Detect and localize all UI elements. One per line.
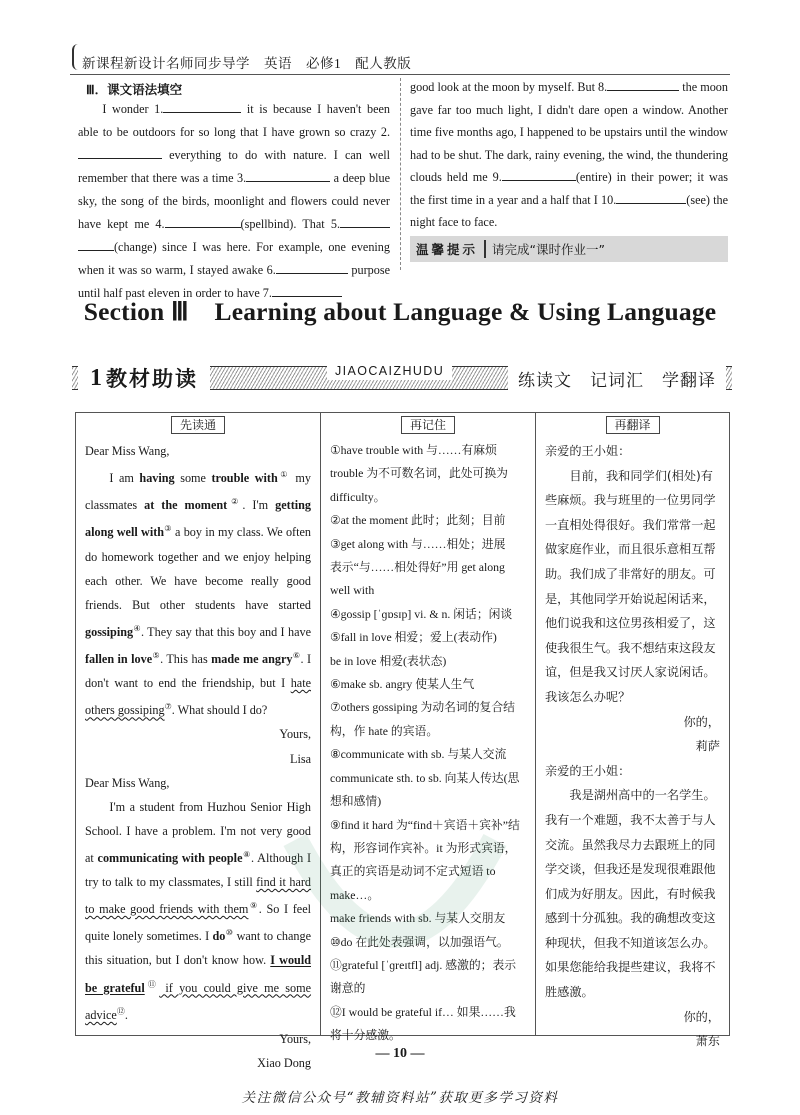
translation1-greeting: 亲爱的王小姐： [545, 444, 631, 458]
book-header: 新课程新设计名师同步导学 英语 必修1 配人教版 [82, 56, 412, 71]
letter1-body [85, 463, 311, 722]
note-marker: ⑩ [225, 928, 234, 938]
underlined-text: if you could give me some advice [85, 980, 312, 1022]
letters [76, 439, 320, 1075]
text-run: a boy in my class. We often do homework together and we enjoy helping each other. We have become really good friends. But other students have started [85, 525, 312, 612]
vocab-note: trouble 为不可数名词，此处可换为 difficulty。 [330, 466, 508, 504]
vocab-note: make friends with sb. 与某人交朋友 [330, 911, 506, 926]
fill-blank [165, 216, 241, 228]
note-marker: ⑥ [292, 651, 301, 660]
text-run: everything to do with nature. I can well remember that there was a time 3. [78, 148, 390, 185]
note-marker: ⑪ [144, 979, 160, 989]
vocab-note: ⑫I would be grateful if… 如果……我将十分感激。 [330, 1004, 516, 1043]
vocab-note: ⑩do 在此处表强调，以加强语气。 [330, 934, 509, 949]
column-translate [535, 413, 729, 1049]
key-phrase: gossiping [85, 624, 134, 639]
translation2-signature: 萧东 [695, 1034, 720, 1049]
tip-label: 温馨提示 [416, 240, 486, 258]
text-run: it is because I haven't been able to be outdoors for so long that I have grown so crazy 2. [78, 102, 391, 139]
text-run: (spellbind). That 5. [240, 217, 340, 231]
banner-title-text: 教材助读 [106, 367, 198, 391]
key-phrase: communicating with people [97, 850, 243, 865]
tip-text: 请完成“课时作业一” [492, 242, 605, 257]
letter2-greeting: Dear Miss Wang, [85, 775, 170, 790]
reading-table [75, 412, 730, 1070]
note-marker: ⑦ [164, 702, 172, 712]
text-run: . This has [160, 652, 212, 667]
fill-blank [340, 216, 390, 228]
text-run: (change) since I was here. For example, one evening when it was so warm, I stayed awake 6. [78, 240, 390, 277]
vocab-note: ⑥make sb. angry 使某人生气 [330, 677, 475, 692]
vocab-note: be in love 相爱(表状态) [330, 653, 447, 668]
translation2-closing: 你的， [683, 1009, 720, 1024]
text-run: . So I feel quite lonely sometimes. I [85, 902, 311, 944]
note-marker: ⑧ [242, 849, 252, 859]
vocab-note: ⑨find it hard 为“find＋宾语＋宾补”结构，形容词作宾补。it 为形式宾语，真正的宾语是动词不定式短语 to make…。 [330, 817, 520, 902]
letter1-greeting: Dear Miss Wang, [85, 444, 170, 458]
vocab-note: ②at the moment 此时；此刻；目前 [330, 513, 506, 528]
page-number: — 10 — [375, 1046, 425, 1061]
key-phrase: having [139, 471, 175, 486]
header-bracket [72, 44, 80, 70]
text-run: I am [109, 471, 140, 486]
text-run: (see) the night face to face. [410, 192, 728, 229]
vocab-note: 表示“与……相处得好”用 get along well with [330, 560, 505, 598]
vocab-note: ⑤fall in love 相爱；爱上(表动作) [330, 630, 497, 645]
translation1-body: 目前，我和同学们(相处)有些麻烦。我与班里的一位男同学一直相处得很好。我们常常一起做家庭作业，而且很乐意相互帮助。我们成了非常好的朋友。可是，其他同学开始说起闲话来，他们说我和这位男孩相爱了，这使我很生气。我不想结束这段友谊，但是我又讨厌人家说闲话。我该怎么办呢？ [545, 468, 716, 704]
text-run: I wonder 1. [102, 102, 164, 116]
text-run: good look at the moon by myself. But 8. [410, 80, 608, 94]
letter2-body [85, 795, 311, 1027]
key-phrase: do [212, 929, 226, 944]
banner-number: 1 [90, 364, 104, 391]
text-run: . I don't want to end the friendship, but I [85, 652, 311, 691]
footer-note: 关注微信公众号“教辅资料站”获取更多学习资料 [241, 1090, 559, 1106]
letter1-closing: Yours, [279, 727, 311, 742]
note-marker: ⑤ [152, 651, 161, 660]
banner-pinyin: JIAOCAIZHUDU [327, 362, 452, 380]
letter2-closing: Yours, [279, 1031, 311, 1046]
text-run: purpose until half past eleven in order to have 7. [78, 263, 390, 300]
text-run: my classmates [85, 471, 312, 513]
vocab-note: ⑧communicate with sb. 与某人交流 [330, 747, 507, 762]
header-rule [70, 74, 730, 75]
exercise-left-column [78, 98, 390, 305]
column-header-translate: 再翻译 [605, 416, 659, 434]
column-header-remember: 再记住 [401, 416, 455, 434]
vocab-note: ①have trouble with 与……有麻烦 [330, 443, 497, 457]
text-run: a deep blue sky, the song of the birds, moonlight and flowers could never have kept me 4. [78, 171, 390, 231]
note-marker: ⑨ [248, 901, 259, 911]
banner-subtitle: 练读文 记词汇 学翻译 [508, 362, 726, 394]
banner-title [78, 362, 210, 394]
text-run: . They say that this boy and I have [140, 624, 311, 639]
text-run: . Although I try to talk to my classmates, I still [85, 850, 312, 890]
translation2-greeting: 亲爱的王小姐： [545, 763, 631, 778]
exercise-heading: Ⅲ．课文语法填空 [86, 83, 183, 97]
text-run: the moon gave far too much light, I didn't dare open a window. Another time five months ago, I happened to be upstairs until the window had to be shut. The dark, rainy evening, the wind, the thundering clouds held me 9. [410, 80, 728, 184]
fill-blank [616, 192, 686, 204]
column-read [76, 413, 320, 1070]
note-marker: ③ [164, 524, 172, 534]
vocab-note: ③get along with 与……相处；进展 [330, 536, 506, 551]
note-marker: ② [227, 497, 243, 507]
letter1-signature: Lisa [290, 751, 311, 766]
text-run: (entire) in their power; it was the first time in a year and a half that I 10. [410, 170, 728, 207]
fill-blank [607, 79, 679, 91]
key-phrase: at the moment [144, 498, 228, 513]
fill-blank [78, 147, 162, 159]
fill-blank [276, 262, 348, 274]
textbook-guide-banner [72, 358, 732, 398]
letter2-signature: Xiao Dong [257, 1055, 311, 1070]
fill-blank [502, 169, 576, 181]
fill-blank [246, 170, 330, 182]
text-run: want to change this situation, but I don't know how. [85, 929, 311, 968]
translation2-body: 我是湖州高中的一名学生。我有一个难题，我不太善于与人交流。虽然我尽力去跟班上的同学交谈，但我还是发现很难跟他们成为好朋友。因此，有时候我感到十分孤独。我的确想改变这种现状，但我不知道该怎么办。如果您能给我提些建议，我将不胜感激。 [545, 788, 716, 1000]
text-run: some [174, 471, 212, 486]
section-title: Section Ⅲ Learning about Language & Using Language [83, 297, 717, 326]
text-run: . What should I do? [171, 703, 268, 718]
fill-blank [78, 239, 114, 251]
exercise-column-divider [400, 78, 401, 270]
key-phrase: made me angry [211, 652, 293, 667]
key-phrase: fallen in love [85, 652, 153, 667]
note-marker: ⑫ [116, 1006, 125, 1016]
vocab-note: ⑦others gossiping 为动名词的复合结构，作 hate 的宾语。 [330, 700, 515, 738]
note-marker: ① [277, 470, 290, 480]
text-run: . [124, 1007, 128, 1022]
fill-blank [163, 101, 241, 113]
translations [536, 439, 729, 1054]
key-phrase: getting along well with [85, 498, 312, 540]
vocab-note: ⑪grateful [ˈɡreɪtfl] adj. 感激的；表示谢意的 [330, 957, 517, 996]
translation1-signature: 莉萨 [695, 739, 720, 754]
text-run: I'm a student from Huzhou Senior High School. I have a problem. I'm not very good at [85, 799, 311, 865]
translation1-closing: 你的， [683, 714, 720, 729]
exercise-right-column [410, 76, 728, 234]
note-marker: ④ [133, 623, 141, 633]
text-run: . I'm [242, 498, 276, 513]
underlined-key-phrase: I would be grateful [85, 953, 311, 995]
tip-box [410, 236, 728, 262]
vocab-note: communicate sth. to sb. 向某人传达(思想和感情) [330, 770, 520, 809]
vocabulary-notes [321, 439, 535, 1048]
key-phrase: trouble with [211, 471, 278, 486]
column-remember [320, 413, 535, 1043]
wavy-underlined-text: hate others gossiping [85, 676, 311, 718]
underlined-text: find it hard to make good friends with them [85, 875, 312, 917]
vocab-note: ④gossip [ˈɡɒsɪp] vi. & n. 闲话；闲谈 [330, 606, 513, 621]
column-header-read: 先读通 [171, 416, 225, 434]
